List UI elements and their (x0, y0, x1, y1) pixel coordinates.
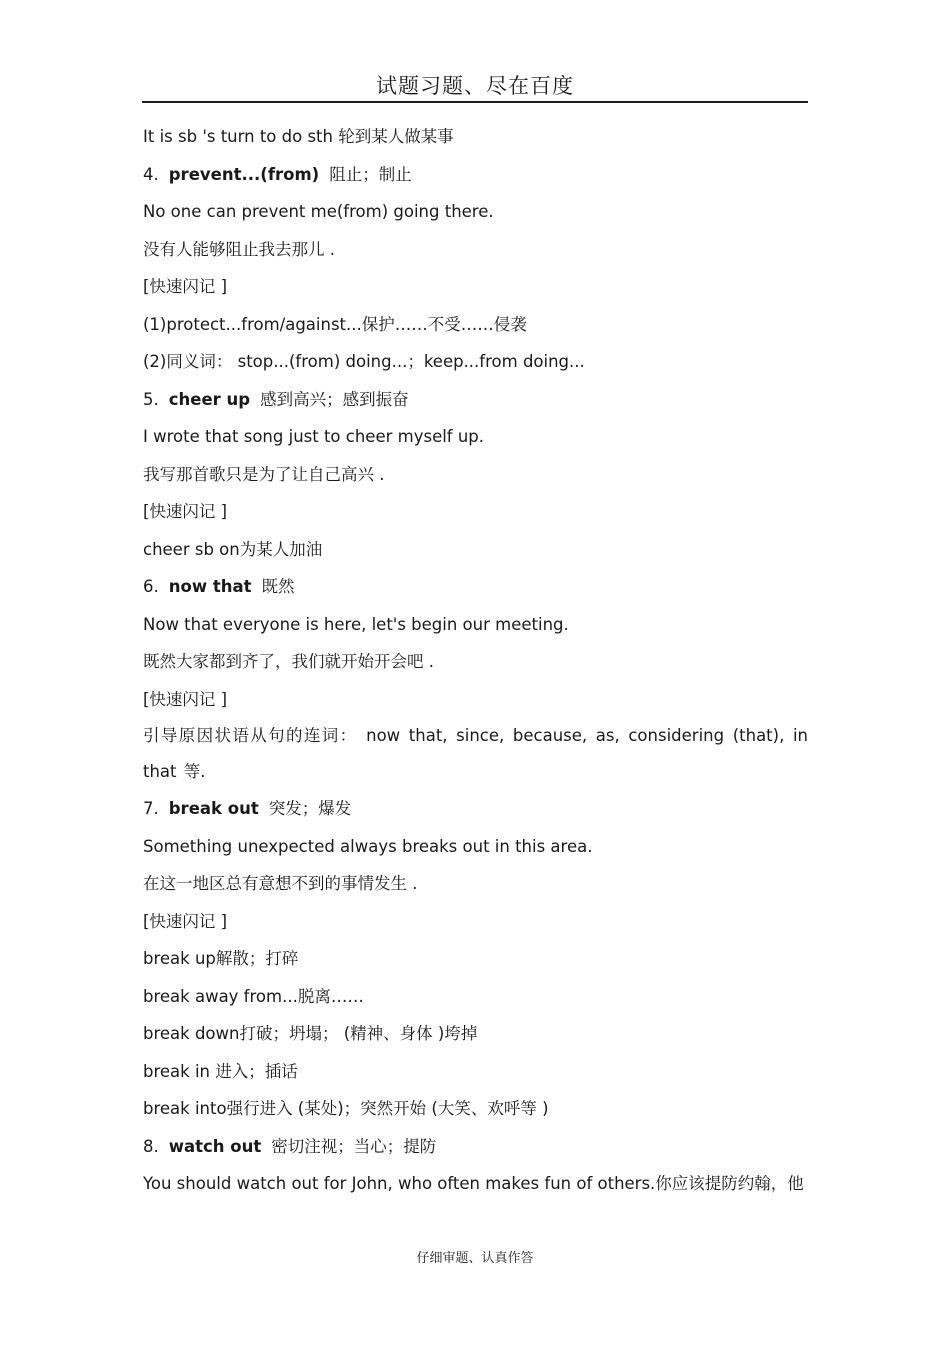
vocab-heading (143, 1128, 808, 1166)
text-line: break in 进入；插话 (143, 1061, 298, 1081)
text-line: 我写那首歌只是为了让自己高兴 . (143, 464, 385, 484)
vocab-term: cheer up (168, 389, 251, 409)
vocab-term: prevent...(from) (168, 164, 320, 184)
vocab-term: now that (168, 577, 252, 596)
text-line: 在这一地区总有意想不到的事情发生 . (143, 874, 418, 893)
text-line: break up解散；打碎 (143, 949, 299, 968)
header-rule (142, 101, 808, 103)
vocab-number: 7. (143, 799, 159, 818)
text-line: I wrote that song just to cheer myself up. (143, 427, 485, 446)
page-footer: 仔细审题、认真作答 (416, 1251, 534, 1266)
text-line: Now that everyone is here, let's begin our meeting. (143, 614, 569, 634)
vocab-number: 6. (143, 577, 159, 596)
text-line: [快速闪记 ] (143, 277, 228, 296)
vocab-meaning: 既然 (261, 577, 295, 596)
text-line: [快速闪记 ] (143, 911, 228, 931)
text-line: [快速闪记 ] (143, 689, 228, 709)
text-line: 没有人能够阻止我去那儿 . (143, 239, 335, 259)
vocab-number: 5. (143, 389, 159, 409)
vocab-term: watch out (168, 1136, 262, 1156)
vocab-number: 4. (143, 164, 159, 184)
page-header-title: 试题习题、尽在百度 (376, 74, 574, 98)
text-line: 引导原因状语从句的连词： now that, since, because, as, considering (that), in that 等. (143, 726, 808, 781)
vocab-heading (143, 568, 808, 606)
vocab-meaning: 突发；爆发 (268, 799, 352, 818)
text-line: break away from...脱离…… (143, 986, 364, 1006)
vocab-term: break out (168, 799, 259, 818)
vocab-meaning: 密切注视；当心；提防 (271, 1136, 437, 1156)
text-line: break into强行进入 (某处)；突然开始 (大笑、欢呼等 ) (143, 1099, 549, 1118)
vocab-number: 8. (143, 1136, 159, 1156)
vocab-meaning: 阻止；制止 (329, 164, 412, 184)
vocab-meaning: 感到高兴；感到振奋 (260, 389, 409, 409)
text-line: It is sb 's turn to do sth 轮到某人做某事 (143, 127, 454, 146)
text-line: (1)protect...from/against...保护……不受……侵袭 (143, 314, 527, 334)
text-line: You should watch out for John, who often makes fun of others.你应该提防约翰，他 (143, 1174, 804, 1193)
vocab-heading (143, 156, 808, 194)
text-line: break down打破；坍塌； (精神、身体 )垮掉 (143, 1024, 478, 1043)
text-line: [快速闪记 ] (143, 502, 228, 521)
document-body (143, 118, 808, 1203)
vocab-heading (143, 790, 808, 828)
text-line: (2)同义词： stop...(from) doing...；keep...from doing... (143, 352, 585, 371)
text-line: cheer sb on为某人加油 (143, 539, 323, 559)
vocab-heading (143, 381, 808, 419)
text-line: 既然大家都到齐了，我们就开始开会吧 . (143, 652, 434, 671)
text-line: No one can prevent me(from) going there. (143, 202, 494, 221)
text-line: Something unexpected always breaks out in this area. (143, 836, 593, 856)
